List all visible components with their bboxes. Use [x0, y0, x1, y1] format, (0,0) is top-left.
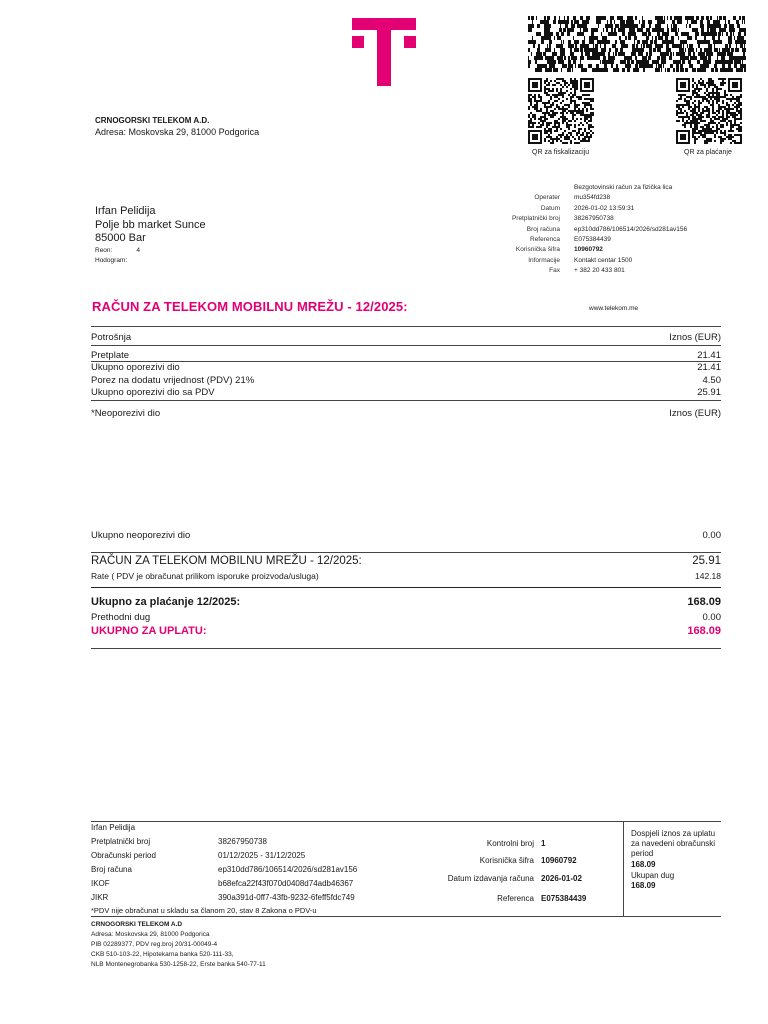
info-value: 2026-01-02 13:59:31	[574, 204, 635, 212]
info-value: 10960792	[574, 246, 603, 254]
control-label: Datum izdavanja računa	[447, 874, 534, 883]
invoice-info	[500, 183, 687, 277]
prev-debt-value: 0.00	[702, 612, 721, 623]
table-row	[91, 375, 721, 386]
neoporezivi-label: *Neoporezivi dio	[91, 408, 161, 419]
col-iznos: Iznos (EUR)	[669, 332, 721, 343]
control-value: 10960792	[541, 856, 577, 865]
info-label: Operater	[534, 194, 560, 202]
grand-total-value: 168.09	[687, 625, 721, 637]
customer-street: Polje bb market Sunce	[95, 218, 206, 231]
control-value: E075384439	[541, 894, 587, 903]
reon-label: Reon:	[95, 246, 113, 254]
footer-company-line: CKB 510-103-22, Hipotekarna banka 520-111-33,	[91, 951, 234, 958]
bill-value: 25.91	[692, 555, 721, 567]
website-link[interactable]: www.telekom.me	[589, 305, 639, 312]
slip-field-label: Obračunski period	[91, 851, 156, 860]
footer-company-line: NLB Montenegrobanka 530-1258-22, Erste banka 540-77-11	[91, 961, 266, 968]
bill-label: RAČUN ZA TELEKOM MOBILNU MREŽU - 12/2025:	[91, 555, 362, 567]
control-label: Referenca	[497, 894, 534, 903]
info-label: Referenca	[530, 236, 560, 244]
info-value: ep310dd786/106514/2026/sd281av156	[574, 225, 688, 233]
divider	[91, 552, 721, 553]
info-value: 38267950738	[574, 215, 614, 223]
neoporezivi-col: Iznos (EUR)	[669, 408, 721, 419]
slip-field-value: b68efca22f43f070d0408d74adb46367	[218, 879, 354, 888]
grand-total-row	[91, 626, 721, 637]
customer-name: Irfan Pelidija	[95, 205, 156, 217]
slip-field-label: IKOF	[91, 879, 110, 888]
bill-row	[91, 556, 721, 567]
company-name: CRNOGORSKI TELEKOM A.D.	[95, 116, 210, 125]
control-label: Kontrolni broj	[486, 839, 534, 848]
ukupno-neoporezivi-label: Ukupno neoporezivi dio	[91, 530, 191, 541]
total-row	[91, 597, 721, 608]
qr-fiscal-caption: QR za fiskalizaciju	[532, 149, 590, 156]
slip-field-label: Broj računa	[91, 865, 132, 874]
footer-company-line: Adresa: Moskovska 29, 81000 Podgorica	[91, 931, 210, 938]
row-value: 21.41	[697, 350, 721, 361]
info-value: mu354fd238	[574, 194, 611, 202]
footer-company	[91, 920, 266, 970]
invoice-type: Bezgotovinski račun za fizička lica	[574, 184, 673, 191]
row-label: Porez na dodatu vrijednost (PDV) 21%	[91, 375, 255, 386]
slip-field-label: JIKR	[91, 893, 109, 902]
total-debt-label: Ukupan dug	[631, 871, 675, 880]
info-label: Broj računa	[526, 225, 560, 233]
row-value: 21.41	[697, 362, 721, 373]
footer-company-line: PIB 02289377, PDV reg.broj 20/31-00049-4	[91, 941, 218, 948]
slip-field-value: 390a391d-0ff7-43fb-9232-6feff5fdc749	[218, 893, 355, 902]
total-label: Ukupno za plaćanje 12/2025:	[91, 596, 241, 608]
telekom-t-logo	[352, 18, 416, 86]
row-value: 4.50	[702, 375, 721, 386]
qr-payment-caption: QR za plaćanje	[684, 149, 732, 156]
slip-customer-name: Irfan Pelidija	[91, 823, 136, 832]
rate-value: 142.18	[695, 571, 721, 581]
divider	[91, 587, 721, 588]
ukupno-neoporezivi-value: 0.00	[702, 530, 721, 541]
grand-total-label: UKUPNO ZA UPLATU:	[91, 625, 207, 637]
col-potrosnja: Potrošnja	[91, 332, 132, 343]
slip-field-value: 38267950738	[218, 837, 267, 846]
slip-field-value: ep310dd786/106514/2026/sd281av156	[218, 865, 358, 874]
reon-value: 4	[136, 246, 140, 254]
footer-company-name: CRNOGORSKI TELEKOM A.D	[91, 921, 183, 928]
divider	[91, 345, 721, 346]
info-label: Korisnička šifra	[515, 246, 560, 254]
table-row	[91, 350, 721, 361]
divider	[91, 326, 721, 327]
qr-fiscal-code	[528, 78, 594, 144]
due-value: 168.09	[631, 860, 656, 869]
row-label: Pretplate	[91, 350, 130, 361]
company-address: Adresa: Moskovska 29, 81000 Podgorica	[95, 127, 260, 137]
neoporezivi-header	[91, 408, 721, 419]
info-label: Datum	[540, 204, 560, 212]
hodogram-label: Hodogram:	[95, 256, 128, 264]
slip-note: *PDV nije obračunat u skladu sa članom 20, stav 8 Zakona o PDV-u	[91, 906, 317, 915]
rate-row	[91, 571, 721, 582]
barcode	[528, 16, 746, 72]
slip-field-label: Pretplatnički broj	[91, 837, 151, 846]
info-value: + 382 20 433 801	[574, 267, 625, 275]
due-text: Dospjeli iznos za uplatu za navedeni obračunski period	[631, 829, 716, 858]
info-label: Pretplatnički broj	[511, 215, 560, 223]
page-title: RAČUN ZA TELEKOM MOBILNU MREŽU - 12/2025:	[92, 299, 408, 314]
info-value: E075384439	[574, 236, 611, 244]
divider	[91, 648, 721, 649]
table-header	[91, 332, 721, 343]
control-label: Korisnička šifra	[479, 856, 534, 865]
qr-payment-code	[676, 78, 742, 144]
table-row	[91, 387, 721, 398]
row-label: Ukupno oporezivi dio	[91, 362, 180, 373]
info-label: Fax	[549, 267, 560, 275]
control-value: 1	[541, 839, 546, 848]
customer-city: 85000 Bar	[95, 232, 146, 244]
divider	[91, 400, 721, 401]
customer-address-block	[95, 205, 206, 266]
control-value: 2026-01-02	[541, 874, 582, 883]
prev-debt-row	[91, 612, 721, 623]
total-value: 168.09	[687, 596, 721, 608]
info-label: Informacije	[528, 256, 560, 264]
info-value: Kontakt centar 1500	[574, 256, 633, 264]
slip-separator	[623, 821, 624, 917]
total-debt-value: 168.09	[631, 881, 656, 890]
row-value: 25.91	[697, 387, 721, 398]
prev-debt-label: Prethodni dug	[91, 612, 151, 623]
row-label: Ukupno oporezivi dio sa PDV	[91, 387, 215, 398]
table-row	[91, 362, 721, 373]
slip-field-value: 01/12/2025 - 31/12/2025	[218, 851, 306, 860]
rate-label: Rate ( PDV je obračunat prilikom isporuke proizvoda/usluga)	[91, 571, 319, 581]
ukupno-neoporezivi-row	[91, 530, 721, 541]
